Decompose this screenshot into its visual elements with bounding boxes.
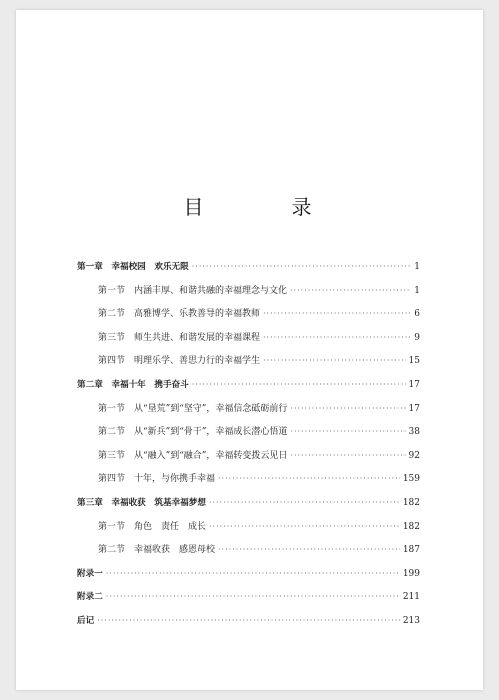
dot-leader	[263, 306, 411, 322]
toc-entry-label: 第一节 从“垦荒”到“坚守”，幸福信念砥砺前行	[98, 403, 288, 414]
toc-entry-label: 第三章 幸福收获 筑基幸福梦想	[77, 497, 206, 508]
toc-entry-label: 第二章 幸福十年 携手奋斗	[77, 379, 189, 390]
toc-entry-label: 第四节 十年，与你携手幸福	[98, 474, 216, 485]
toc-chapter-entry[interactable]	[77, 495, 420, 519]
toc-section-entry[interactable]	[77, 330, 420, 354]
toc-section-entry[interactable]	[77, 424, 420, 448]
toc-entry-label: 第二节 幸福收获 感恩母校	[98, 545, 216, 556]
dot-leader	[290, 424, 405, 440]
toc-page-number: 6	[414, 309, 420, 320]
toc-section-entry[interactable]	[77, 519, 420, 543]
dot-leader	[290, 448, 405, 464]
dot-leader	[192, 377, 406, 393]
toc-page-number: 1	[414, 285, 420, 296]
toc-entry-label: 附录二	[77, 592, 103, 603]
table-of-contents	[77, 259, 420, 637]
dot-leader	[209, 495, 400, 511]
toc-section-entry[interactable]	[77, 542, 420, 566]
toc-section-entry[interactable]	[77, 401, 420, 425]
toc-entry-label: 第一章 幸福校园 欢乐无限	[77, 262, 189, 272]
toc-page-number: 15	[408, 356, 420, 367]
dot-leader	[290, 283, 411, 299]
dot-leader	[106, 589, 400, 605]
toc-page-number: 9	[414, 332, 420, 343]
toc-entry-label: 附录一	[77, 568, 103, 579]
dot-leader	[218, 542, 400, 558]
toc-chapter-entry[interactable]	[77, 566, 420, 590]
toc-section-entry[interactable]	[77, 448, 420, 472]
toc-page-number: 92	[408, 450, 420, 461]
dot-leader	[263, 330, 411, 346]
toc-entry-label: 第一节 内涵丰厚、和谐共融的幸福理念与文化	[98, 285, 288, 296]
toc-entry-label: 第二节 高雅博学、乐教善导的幸福教师	[98, 309, 261, 320]
toc-page-number: 38	[408, 427, 420, 438]
toc-entry-label: 第二节 从“新兵”到“骨干”，幸福成长潜心悟道	[98, 427, 288, 438]
toc-page-number: 182	[402, 497, 420, 508]
dot-leader	[192, 259, 412, 275]
toc-page-number: 182	[402, 521, 420, 532]
dot-leader	[263, 353, 406, 369]
toc-page-number: 199	[402, 568, 420, 579]
toc-chapter-entry[interactable]	[77, 589, 420, 613]
toc-chapter-entry[interactable]	[77, 259, 420, 283]
toc-entry-label: 后记	[77, 615, 95, 626]
toc-entry-label: 第三节 师生共进、和谐发展的幸福课程	[98, 332, 261, 343]
toc-page-number: 17	[408, 403, 420, 414]
toc-section-entry[interactable]	[77, 471, 420, 495]
dot-leader	[290, 401, 405, 417]
toc-page-number: 1	[414, 262, 420, 272]
toc-section-entry[interactable]	[77, 353, 420, 377]
toc-page-number: 17	[408, 379, 420, 390]
dot-leader	[209, 519, 400, 535]
dot-leader	[106, 566, 400, 582]
toc-chapter-entry[interactable]	[77, 613, 420, 637]
dot-leader	[218, 471, 400, 487]
toc-section-entry[interactable]	[77, 283, 420, 307]
document-page	[16, 10, 483, 690]
toc-entry-label: 第三节 从“融入”到“融合”，幸福转变拨云见日	[98, 450, 288, 461]
toc-section-entry[interactable]	[77, 306, 420, 330]
toc-page-number: 213	[402, 615, 420, 626]
page-title: 目 录	[183, 195, 346, 219]
toc-page-number: 211	[402, 592, 420, 603]
toc-chapter-entry[interactable]	[77, 377, 420, 401]
dot-leader	[97, 613, 400, 629]
toc-page-number: 159	[402, 474, 420, 485]
toc-entry-label: 第一节 角色 责任 成长	[98, 521, 207, 532]
toc-page-number: 187	[402, 545, 420, 556]
toc-entry-label: 第四节 明理乐学、善思力行的幸福学生	[98, 356, 261, 367]
